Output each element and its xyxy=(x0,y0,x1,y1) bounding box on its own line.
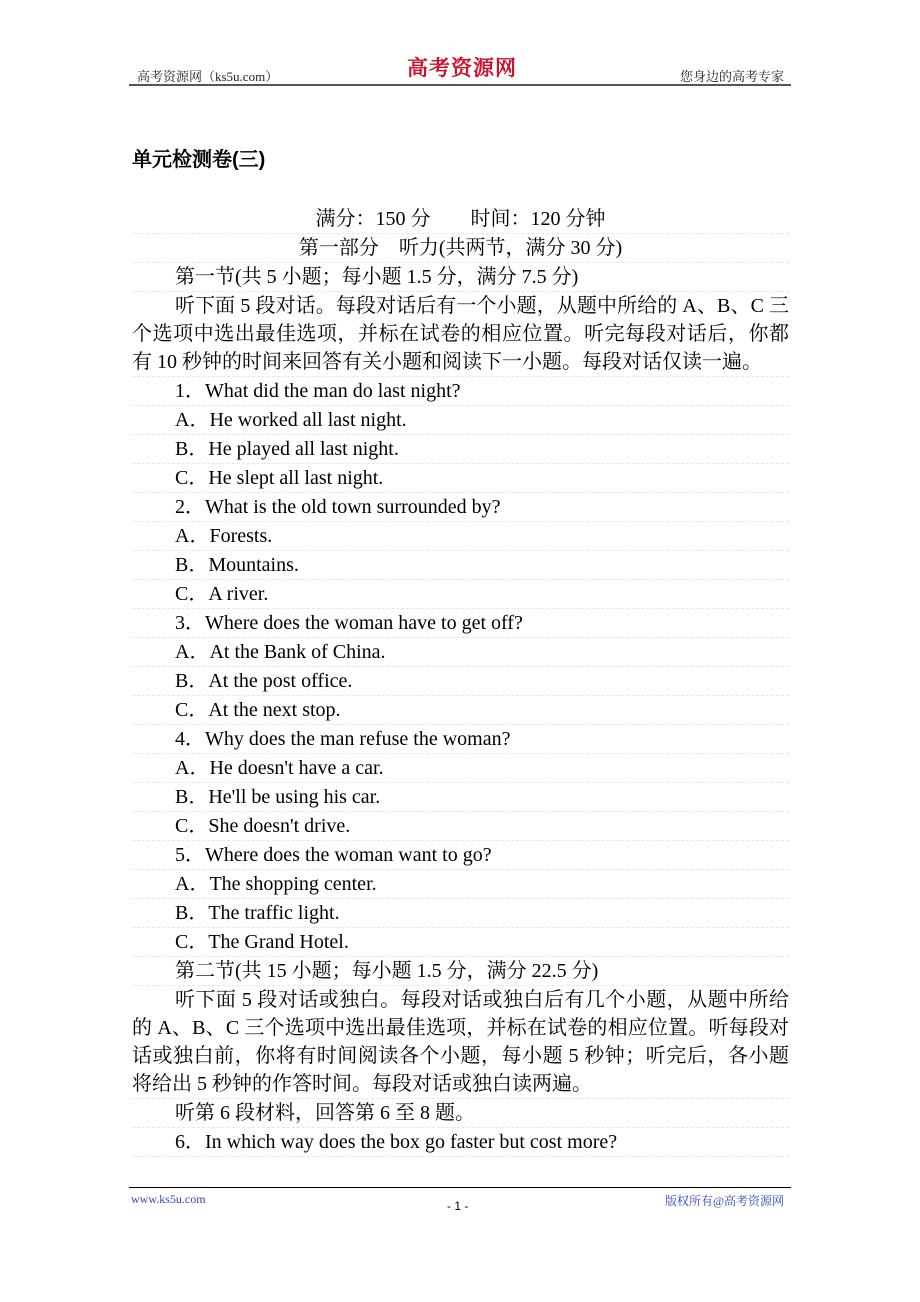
text-line: C．The Grand Hotel. xyxy=(132,928,789,957)
header-slogan: 您身边的高考专家 xyxy=(679,69,784,84)
text-line: C．A river. xyxy=(132,580,789,609)
text-line: 第二节(共 15 小题；每小题 1.5 分，满分 22.5 分) xyxy=(132,957,789,986)
footer-copyright: 版权所有@高考资源网 xyxy=(664,1194,784,1208)
text-line: 听下面 5 段对话或独白。每段对话或独白后有几个小题，从题中所给的 A、B、C 三个选项中选出最佳选项，并标在试卷的相应位置。听每段对话或独白前，你将有时间阅读各个小题，每小题 5 秒钟；听完后，各小题将给出 5 秒钟的作答时间。每段对话或独白读两遍。 xyxy=(132,986,789,1099)
header-divider xyxy=(129,84,791,86)
text-line: A．The shopping center. xyxy=(132,870,789,899)
text-line: 第一部分 听力(共两节，满分 30 分) xyxy=(132,234,789,263)
text-line: 2．What is the old town surrounded by? xyxy=(132,493,789,522)
header-site-name: 高考资源网（ks5u.com） xyxy=(137,69,279,84)
text-line: B．He'll be using his car. xyxy=(132,783,789,812)
text-line: 第一节(共 5 小题；每小题 1.5 分，满分 7.5 分) xyxy=(132,263,789,292)
footer-divider xyxy=(129,1187,791,1188)
text-line: C．She doesn't drive. xyxy=(132,812,789,841)
text-line: B．The traffic light. xyxy=(132,899,789,928)
text-line: B．He played all last night. xyxy=(132,435,789,464)
site-logo: 高考资源网 xyxy=(407,56,517,80)
text-line: 听第 6 段材料，回答第 6 至 8 题。 xyxy=(132,1099,789,1128)
text-line: A．He doesn't have a car. xyxy=(132,754,789,783)
document-body xyxy=(132,205,789,1157)
text-line: 6．In which way does the box go faster but cost more? xyxy=(132,1128,789,1157)
page-title: 单元检测卷(三) xyxy=(132,149,266,171)
text-line: 1．What did the man do last night? xyxy=(132,377,789,406)
text-line: B．At the post office. xyxy=(132,667,789,696)
text-line: 听下面 5 段对话。每段对话后有一个小题，从题中所给的 A、B、C 三个选项中选出最佳选项，并标在试卷的相应位置。听完每段对话后，你都有 10 秒钟的时间来回答有关小题和阅读下一小题。每段对话仅读一遍。 xyxy=(132,292,789,377)
text-line: 5．Where does the woman want to go? xyxy=(132,841,789,870)
text-line: C．At the next stop. xyxy=(132,696,789,725)
text-line: 4．Why does the man refuse the woman? xyxy=(132,725,789,754)
text-line: A．Forests. xyxy=(132,522,789,551)
text-line: C．He slept all last night. xyxy=(132,464,789,493)
footer-url[interactable]: www.ks5u.com xyxy=(131,1192,206,1206)
text-line: A．He worked all last night. xyxy=(132,406,789,435)
text-line: B．Mountains. xyxy=(132,551,789,580)
text-line: A．At the Bank of China. xyxy=(132,638,789,667)
text-line: 满分：150 分 时间：120 分钟 xyxy=(132,205,789,234)
page-number: - 1 - xyxy=(447,1199,469,1213)
text-line: 3．Where does the woman have to get off? xyxy=(132,609,789,638)
